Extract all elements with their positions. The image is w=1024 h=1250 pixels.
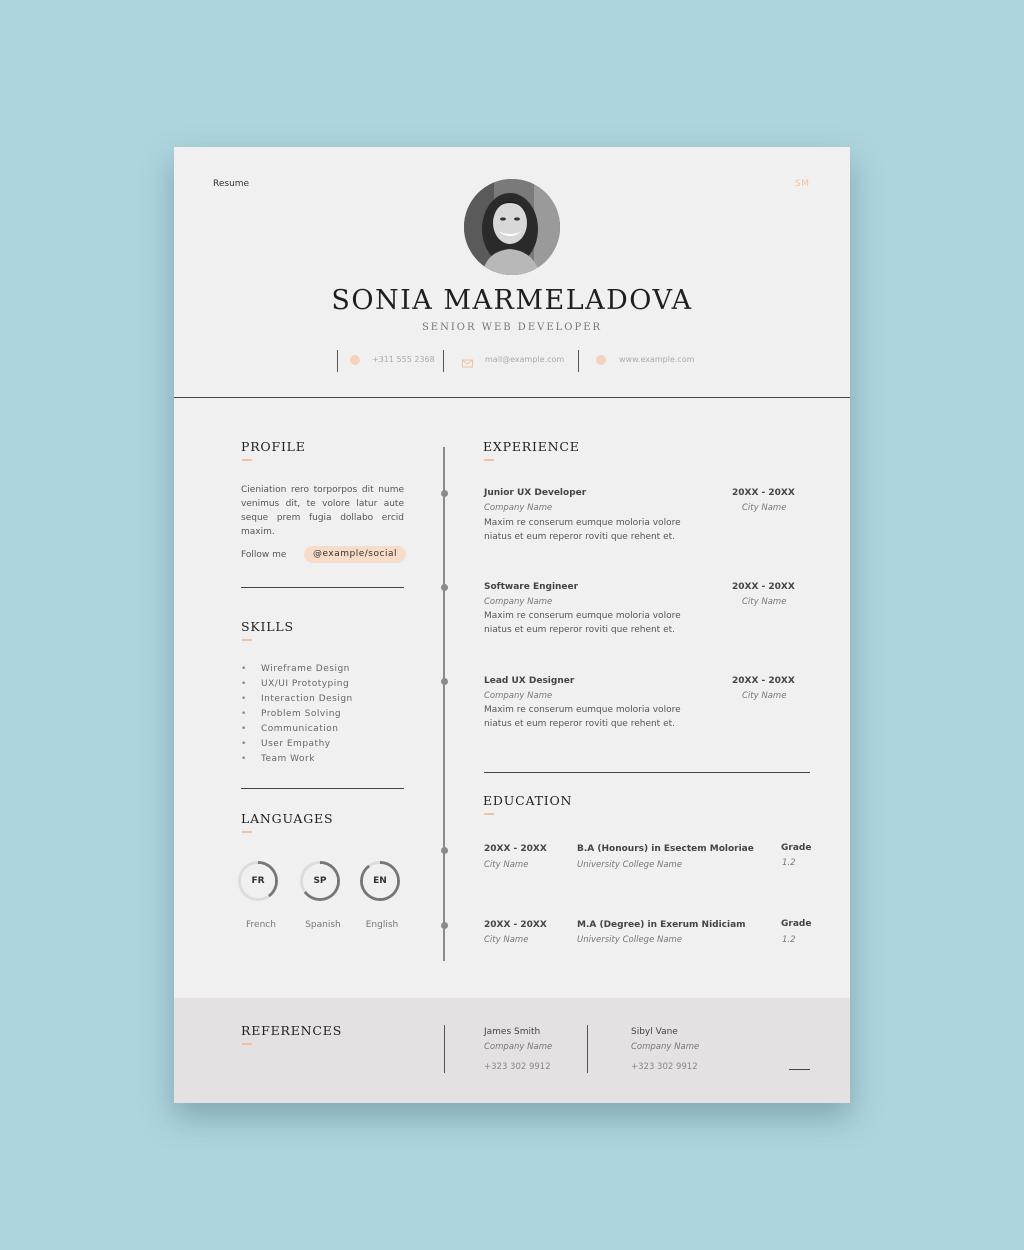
languages-heading: LANGUAGES [241,811,334,826]
reference-company: Company Name [484,1042,553,1052]
profile-text: Cieniation rero torporpos dit nume venimus dit, te volore latur aute seque prem fugia dollabo ercid maxim. [241,485,404,537]
edu-degree: B.A (Honours) in Esectem Moloriae [577,844,754,854]
contact-phone[interactable]: +311 555 2368 [372,355,435,364]
language-code: EN [373,876,387,886]
edu-dates: 20XX - 20XX [484,920,547,930]
job-title: SENIOR WEB DEVELOPER [421,322,603,333]
resume-label: Resume [213,179,250,189]
job-city: City Name [742,691,787,701]
language-name: French [246,920,276,930]
experience-heading: EXPERIENCE [483,439,580,454]
job-description: Maxim re conserum eumque moloria volore niatus et eum reperor roviti que rehent et. [484,518,681,542]
reference-phone[interactable]: +323 302 9912 [631,1062,698,1072]
profile-photo [464,179,560,275]
follow-label: Follow me [241,550,287,560]
job-dates: 20XX - 20XX [732,582,795,592]
heading-accent [242,459,252,461]
bullet: • [241,694,247,704]
monogram: SM [795,179,810,189]
bullet: • [241,664,247,674]
edu-city: City Name [484,935,529,945]
contact-website[interactable]: www.example.com [619,355,695,364]
timeline-dot [441,678,448,685]
reference-company: Company Name [631,1042,700,1052]
contact-email[interactable]: mail@example.com [485,355,565,364]
skill-item: Wireframe Design [261,664,350,674]
reference-name: Sibyl Vane [631,1027,678,1037]
heading-accent [242,639,252,641]
contact-divider [337,350,338,372]
language-ring [360,861,400,901]
skill-item: Interaction Design [261,694,353,704]
job-city: City Name [742,597,787,607]
reference-divider [444,1025,445,1073]
timeline-dot [441,847,448,854]
timeline-dot [441,584,448,591]
skills-heading: SKILLS [241,619,294,634]
resume-page [174,147,850,1103]
header-divider [174,397,850,398]
timeline-dot [441,922,448,929]
edu-dates: 20XX - 20XX [484,844,547,854]
language-ring [238,861,278,901]
contact-divider [443,350,444,372]
education-heading: EDUCATION [483,793,573,808]
job-description: Maxim re conserum eumque moloria volore niatus et eum reperor roviti que rehent et. [484,611,681,635]
heading-accent [242,831,252,833]
section-divider [484,772,810,773]
bullet: • [241,709,247,719]
timeline-dot [441,490,448,497]
mail-icon [462,354,473,365]
reference-name: James Smith [484,1027,541,1037]
edu-school: University College Name [577,860,683,870]
bullet: • [241,724,247,734]
job-company: Company Name [484,691,553,701]
job-company: Company Name [484,503,553,513]
edu-degree: M.A (Degree) in Exerum Nidiciam [577,920,746,930]
job-dates: 20XX - 20XX [732,676,795,686]
section-divider [241,788,404,789]
section-divider [241,587,404,588]
reference-divider [587,1025,588,1073]
language-code: FR [251,876,265,886]
edu-grade-label: Grade [781,919,812,929]
references-heading: REFERENCES [241,1023,343,1038]
language-name: English [365,920,399,930]
edu-school: University College Name [577,935,683,945]
job-role: Lead UX Designer [484,676,575,686]
job-role: Junior UX Developer [484,488,587,498]
footer-rule [789,1069,810,1070]
job-description: Maxim re conserum eumque moloria volore niatus et eum reperor roviti que rehent et. [484,705,681,729]
edu-city: City Name [484,860,529,870]
skill-item: UX/UI Prototyping [261,679,350,689]
reference-phone[interactable]: +323 302 9912 [484,1062,551,1072]
language-ring [300,861,340,901]
timeline-line [443,447,445,961]
heading-accent [484,813,494,815]
edu-grade: 1.2 [782,935,796,945]
job-dates: 20XX - 20XX [732,488,795,498]
heading-accent [242,1043,252,1045]
contact-divider [578,350,579,372]
heading-accent [484,459,494,461]
edu-grade: 1.2 [782,858,796,868]
phone-icon [350,355,360,365]
job-city: City Name [742,503,787,513]
language-name: Spanish [305,920,341,930]
skill-item: User Empathy [261,739,331,749]
skill-item: Communication [261,724,339,734]
job-company: Company Name [484,597,553,607]
bullet: • [241,679,247,689]
social-handle[interactable]: @example/social [304,546,406,563]
globe-icon [596,355,606,365]
skill-item: Team Work [261,754,315,764]
job-role: Software Engineer [484,582,579,592]
language-code: SP [313,876,327,886]
skill-item: Problem Solving [261,709,342,719]
profile-heading: PROFILE [241,439,306,454]
full-name: SONIA MARMELADOVA [331,285,693,316]
bullet: • [241,754,247,764]
edu-grade-label: Grade [781,843,812,853]
bullet: • [241,739,247,749]
